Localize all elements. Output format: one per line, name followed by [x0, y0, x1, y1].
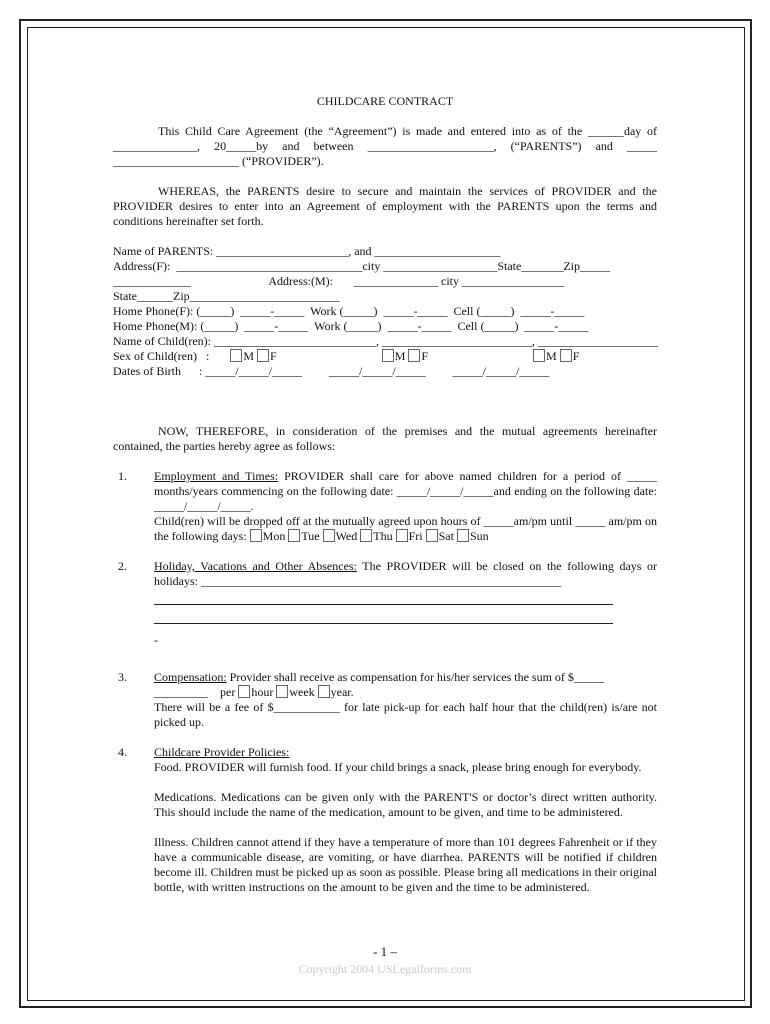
late-fee-text: There will be a fee of $___________ for late pick-up for each half hour that the child(ren) is/are not picked up.	[154, 700, 657, 729]
compensation-period-line: _________ per hour week year.	[154, 685, 354, 699]
day-sun-checkbox[interactable]	[457, 529, 469, 542]
day-fri-checkbox[interactable]	[396, 529, 408, 542]
clause-heading: Employment and Times:	[154, 469, 279, 483]
dob-label: Dates of Birth :	[113, 364, 203, 378]
parents-name-line: Name of PARENTS: ______________________, and _____________________	[113, 244, 501, 258]
child3-female-checkbox[interactable]	[560, 349, 572, 362]
child1-dob: _____/_____/_____	[205, 364, 302, 378]
clause-heading: Childcare Provider Policies:	[154, 745, 290, 759]
female-label: F	[270, 349, 277, 363]
clause-heading: Holiday, Vacations and Other Absences:	[154, 559, 357, 573]
children-names-line: Name of Child(ren): ___________________________, _________________________, ____________________	[113, 334, 658, 348]
state-zip-line: State______Zip_________________________	[113, 289, 340, 303]
per-week-checkbox[interactable]	[276, 685, 288, 698]
intro-paragraph: This Child Care Agreement (the “Agreement”) is made and entered into as of the ______day of ______________, 20_____by and between _____________________, (“PARENTS”) and _____ _____________________ (“PROVIDER”).	[113, 124, 657, 168]
male-label: M	[394, 349, 406, 363]
dates-of-birth-line	[113, 364, 657, 379]
drop-off-text: Child(ren) will be dropped off at the mutually agreed upon hours of _____am/pm until _____ am/pm on the following days: Mon Tue Wed Thu Fri Sat Sun	[154, 514, 657, 543]
now-therefore-paragraph: NOW, THEREFORE, in consideration of the premises and the mutual agreements hereinafter contained, the parties hereby agree as follows:	[113, 424, 657, 453]
holidays-blank-line[interactable]	[154, 608, 613, 624]
female-label: F	[572, 349, 580, 363]
day-tue-checkbox[interactable]	[288, 529, 300, 542]
day-sat-checkbox[interactable]	[426, 529, 438, 542]
illness-policy: Illness. Children cannot attend if they have a temperature of more than 101 degrees Fahrenheit or if they have a communicable disease, are vomiting, or have diarrhea. PARENTS will be notified if children become ill. Children must be picked up as soon as possible. Please bring all medications in their original bottle, with written instructions on the amount to be given and the time to be administered.	[154, 835, 657, 894]
father-address-line: Address(F): _______________________________city ___________________State_______Zip_____	[113, 259, 610, 273]
child1-male-checkbox[interactable]	[230, 349, 242, 362]
male-label: M	[243, 349, 254, 363]
document-body	[113, 94, 657, 910]
clause-policies	[113, 745, 657, 895]
male-label: M	[546, 349, 557, 363]
child3-dob: _____/_____/_____	[452, 364, 550, 378]
clause-number: 3.	[118, 670, 127, 684]
document-title: CHILDCARE CONTRACT	[316, 94, 454, 108]
child3-male-checkbox[interactable]	[533, 349, 545, 362]
female-label: F	[421, 349, 429, 363]
child2-female-checkbox[interactable]	[408, 349, 420, 362]
compensation-text: Compensation: Provider shall receive as compensation for his/her services the sum of $_____	[154, 670, 604, 684]
clause-compensation	[113, 670, 657, 730]
clause-employment	[113, 469, 657, 544]
mother-phone-line: Home Phone(M): (_____) _____-_____ Work (_____) _____-_____ Cell (_____) _____-_____	[113, 319, 589, 333]
clause-heading: Compensation:	[154, 670, 227, 684]
copyright-notice: Copyright 2004 USLegalforms.com	[298, 962, 472, 976]
father-phone-line: Home Phone(F): (_____) _____-_____ Work (_____) _____-_____ Cell (_____) _____-_____	[113, 304, 585, 318]
sex-of-children-line	[113, 349, 657, 364]
clause-number: 4.	[118, 745, 127, 759]
per-hour-checkbox[interactable]	[238, 685, 250, 698]
day-wed-checkbox[interactable]	[323, 529, 335, 542]
day-thu-checkbox[interactable]	[360, 529, 372, 542]
per-year-checkbox[interactable]	[318, 685, 330, 698]
clause-number: 1.	[118, 469, 127, 483]
clause-holidays	[113, 559, 657, 648]
food-policy: Food. PROVIDER will furnish food. If your child brings a snack, please bring enough for everybody.	[154, 760, 642, 774]
child1-female-checkbox[interactable]	[257, 349, 269, 362]
employment-text: Employment and Times: PROVIDER shall care for above named children for a period of _____ months/years commencing on the following date: _____/_____/_____and ending on the following date: _____/_____/_____.	[154, 469, 658, 513]
child2-male-checkbox[interactable]	[382, 349, 394, 362]
holidays-blank-line[interactable]	[154, 589, 613, 605]
holidays-dash: -	[154, 633, 158, 647]
clause-number: 2.	[118, 559, 127, 573]
parents-info-form	[113, 244, 657, 379]
medications-policy: Medications. Medications can be given only with the PARENT'S or doctor’s direct written authority. This should include the name of the medication, amount to be given, and time to be administered.	[154, 790, 657, 819]
sex-label: Sex of Child(ren) :	[113, 349, 210, 363]
holidays-text: Holiday, Vacations and Other Absences: The PROVIDER will be closed on the following days or holidays: ____________________________________________________________	[154, 559, 657, 588]
page-number: - 1 –	[373, 944, 397, 959]
day-mon-checkbox[interactable]	[250, 529, 262, 542]
mother-address-line: _____________ Address:(M): ______________ city _________________	[113, 274, 564, 288]
child2-dob: _____/_____/_____	[329, 364, 426, 378]
whereas-paragraph: WHEREAS, the PARENTS desire to secure and maintain the services of PROVIDER and the PROVIDER desires to enter into an Agreement of employment with the PARENTS upon the terms and conditions hereinafter set forth.	[113, 184, 657, 228]
